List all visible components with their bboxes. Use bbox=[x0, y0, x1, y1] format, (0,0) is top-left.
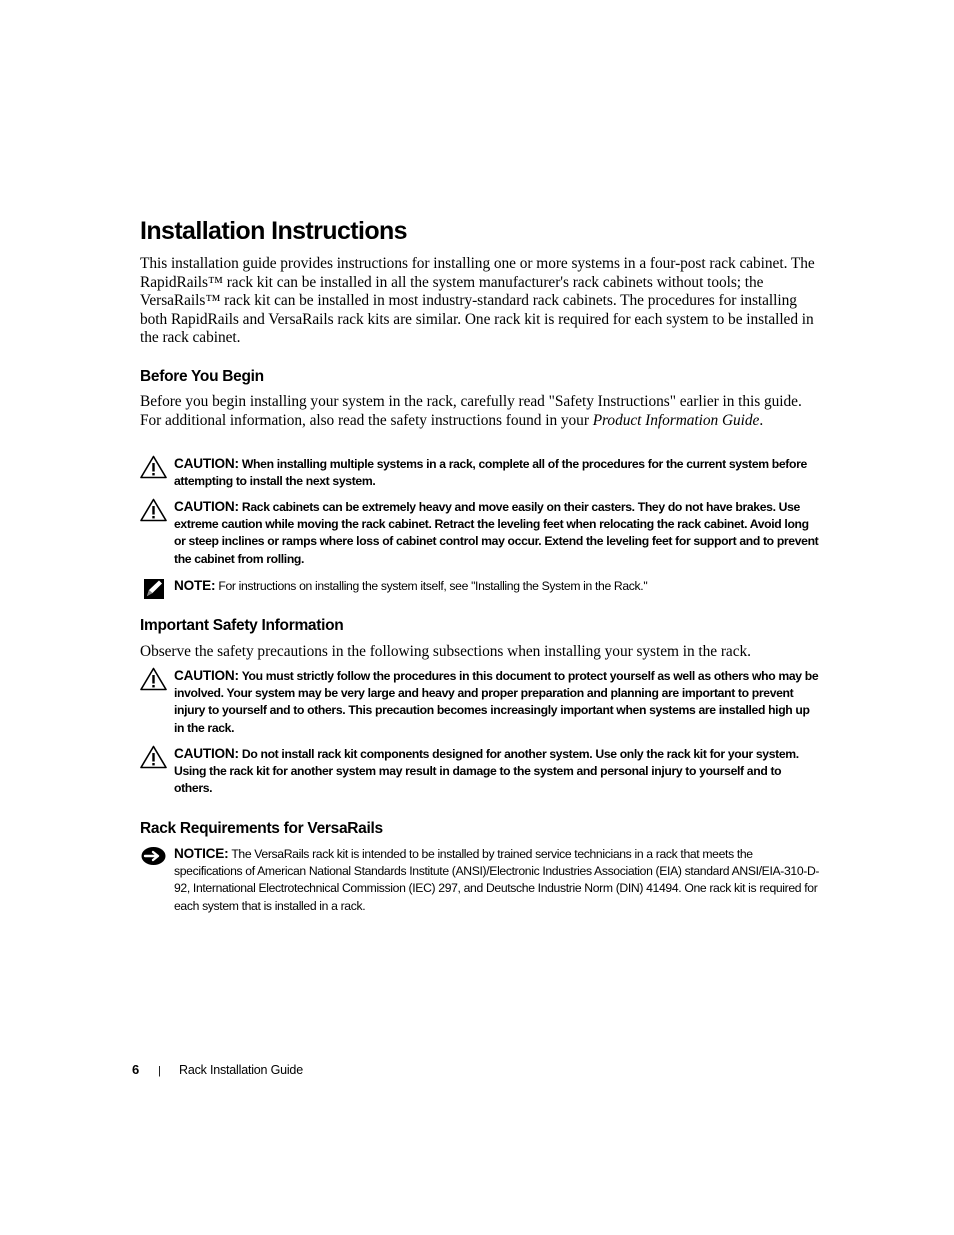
section-heading-important-safety: Important Safety Information bbox=[140, 617, 344, 634]
caution-label: CAUTION: bbox=[174, 746, 239, 761]
caution-icon bbox=[140, 498, 167, 522]
product-information-guide-ref: Product Information Guide bbox=[592, 411, 760, 429]
notice-text: The VersaRails rack kit is intended to be installed by trained service technicians in a rack that meets the specifications of American National Standards Institute (ANSI)/Electronic Industries Association (EIA) standard ANSI/EIA-310-D-92, International Electrotechnical Commission (IEC) 297, and Deutsche Industrie Norm (DIN) 41494. One rack kit is required for each system that is installed in a rack. bbox=[174, 847, 820, 913]
notice-hand-icon bbox=[140, 845, 167, 869]
caution-label: CAUTION: bbox=[174, 499, 239, 514]
footer-doc-title: Rack Installation Guide bbox=[179, 1063, 303, 1077]
caution-label: CAUTION: bbox=[174, 668, 239, 683]
section-heading-before-you-begin: Before You Begin bbox=[140, 368, 264, 385]
note-text: For instructions on installing the system itself, see "Installing the System in the Rack." bbox=[218, 579, 648, 593]
caution-text: When installing multiple systems in a rack, complete all of the procedures for the current system before attempting to install the next system. bbox=[174, 457, 807, 489]
safety-paragraph: Observe the safety precautions in the following subsections when installing your system in the rack. bbox=[140, 643, 751, 660]
page-number: 6 bbox=[132, 1062, 140, 1077]
caution-text: Rack cabinets can be extremely heavy and move easily on their casters. They do not have brakes. Use extreme caution while moving the rack cabinet. Retract the leveling feet when relocating the rack cabinet. Avoid long or steep inclines or ramps where loss of cabinet control may occur. Extend the leveling feet for support and to prevent the cabinet from rolling. bbox=[174, 500, 819, 566]
page-title: Installation Instructions bbox=[140, 217, 407, 245]
notice-label: NOTICE: bbox=[174, 846, 229, 861]
caution-text: Do not install rack kit components designed for another system. Use only the rack kit for your system. Using the rack kit for another system may result in damage to the system and personal injury to yourself and to others. bbox=[174, 747, 799, 796]
footer-separator: | bbox=[158, 1065, 161, 1077]
caution-icon bbox=[140, 667, 167, 691]
caution-icon bbox=[140, 455, 167, 479]
note-label: NOTE: bbox=[174, 578, 216, 593]
caution-text: You must strictly follow the procedures in this document to protect yourself as well as others who may be involved. Your system may be very large and heavy and proper preparation and planning are important to prevent injury to yourself and to others. This precaution becomes increasingly important when systems are installed high up in the rack. bbox=[174, 669, 819, 735]
intro-paragraph: This installation guide provides instructions for installing one or more systems in a four-post rack cabinet. The RapidRails™ rack kit can be installed in all the system manufacturer's rack cabinets without tools; the VersaRails™ rack kit can be installed in most industry-standard rack cabinets. The procedures for installing both RapidRails and VersaRails rack kits are similar. One rack kit is required for each system to be installed in the rack cabinet. bbox=[140, 255, 815, 347]
caution-label: CAUTION: bbox=[174, 456, 239, 471]
before-paragraph: Before you begin installing your system in the rack, carefully read "Safety Instructions" earlier in this guide. For additional information, also read the safety instructions found in your Product Information Guide. bbox=[140, 393, 802, 429]
caution-icon bbox=[140, 745, 167, 769]
note-pencil-icon bbox=[140, 577, 167, 601]
section-heading-rack-requirements: Rack Requirements for VersaRails bbox=[140, 820, 383, 837]
